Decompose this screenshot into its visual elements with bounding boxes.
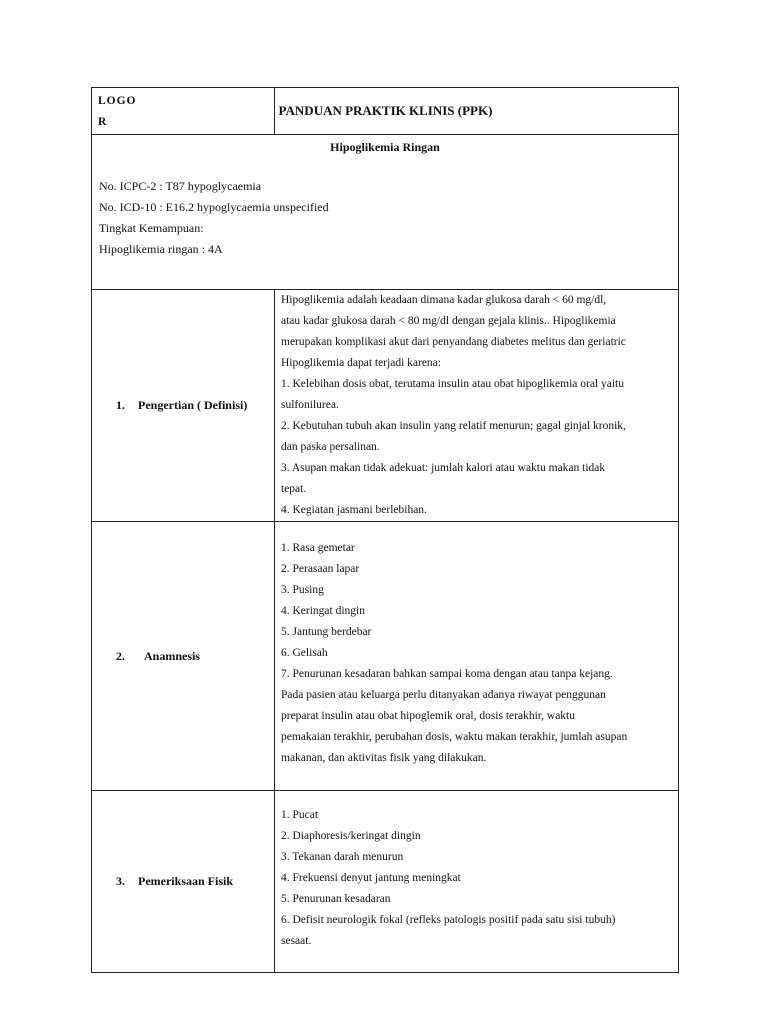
text-line: tepat. — [281, 483, 307, 495]
section-row-anamnesis — [92, 522, 679, 791]
list-item: 5. Jantung berdebar — [281, 626, 372, 638]
section-row-physical-exam — [92, 791, 679, 973]
text-line: sulfonilurea. — [281, 399, 339, 411]
logo-text-line1: LOGO — [98, 95, 137, 107]
list-item: 3. Pusing — [281, 584, 324, 596]
section-body-definition — [275, 290, 679, 522]
list-item: 5. Penurunan kesadaran — [281, 893, 391, 905]
text-line: 1. Kelebihan dosis obat, terutama insulin atau obat hipoglikemia oral yaitu — [281, 378, 625, 390]
info-row — [92, 135, 679, 290]
section-label-cell — [92, 791, 275, 973]
ppk-table — [91, 87, 679, 973]
text-line: 3. Asupan makan tidak adekuat: jumlah kalori atau waktu makan tidak — [281, 462, 606, 474]
section-row-definition — [92, 290, 679, 522]
info-cell — [92, 135, 679, 290]
section-number: 3. — [116, 874, 125, 888]
text-line: preparat insulin atau obat hipoglemik oral, dosis terakhir, waktu — [281, 710, 575, 722]
list-item: 2. Diaphoresis/keringat dingin — [281, 830, 421, 842]
list-item: 4. Frekuensi denyut jantung meningkat — [281, 872, 461, 884]
list-item: 2. Perasaan lapar — [281, 563, 360, 575]
document-title: PANDUAN PRAKTIK KLINIS (PPK) — [184, 88, 588, 135]
text-line: Hipoglikemia dapat terjadi karena: — [281, 357, 441, 369]
text-line: Hipoglikemia adalah keadaan dimana kadar glukosa darah < 60 mg/dl, — [281, 294, 607, 306]
list-item: 3. Tekanan darah menurun — [281, 851, 404, 863]
list-item: 6. Defisit neurologik fokal (refleks patologis positif pada satu sisi tubuh) — [281, 914, 616, 926]
list-item: 1. Rasa gemetar — [281, 542, 355, 554]
competency-heading: Tingkat Kemampuan: — [99, 221, 204, 235]
logo-text-line2: R — [98, 116, 108, 128]
icpc-code: No. ICPC-2 : T87 hypoglycaemia — [99, 179, 262, 193]
list-item: 6. Gelisah — [281, 647, 328, 659]
section-label: Anamnesis — [144, 648, 201, 663]
disease-title: Hipoglikemia Ringan — [330, 140, 440, 154]
section-label-cell — [92, 522, 275, 791]
header-row — [92, 88, 679, 135]
text-line: merupakan komplikasi akut dari penyandang diabetes melitus dan geriatric — [281, 336, 626, 348]
text-line: sesaat. — [281, 935, 312, 947]
list-item: 4. Keringat dingin — [281, 605, 365, 617]
text-line: atau kadar glukosa darah < 80 mg/dl dengan gejala klinis.. Hipoglikemia — [281, 315, 616, 327]
text-line: dan paska persalinan. — [281, 441, 380, 453]
section-body-physical-exam — [275, 791, 679, 973]
list-item: 1. Pucat — [281, 809, 319, 821]
text-line: 2. Kebutuhan tubuh akan insulin yang relatif menurun; gagal ginjal kronik, — [281, 420, 626, 432]
icd-code: No. ICD-10 : E16.2 hypoglycaemia unspecified — [99, 200, 329, 214]
text-line: Pada pasien atau keluarga perlu ditanyakan adanya riwayat penggunan — [281, 689, 606, 701]
section-number: 2. — [116, 648, 125, 663]
section-number: 1. — [116, 398, 125, 412]
competency-level: Hipoglikemia ringan : 4A — [99, 242, 223, 256]
list-item: 7. Penurunan kesadaran bahkan sampai koma dengan atau tanpa kejang. — [281, 668, 613, 680]
section-label: Pemeriksaan Fisik — [138, 874, 233, 888]
section-body-anamnesis — [275, 522, 679, 791]
text-line: 4. Kegiatan jasmani berlebihan. — [281, 504, 427, 516]
text-line: pemakaian terakhir, perubahan dosis, waktu makan terakhir, jumlah asupan — [281, 731, 628, 743]
section-label: Pengertian ( Definisi) — [138, 398, 248, 412]
text-line: makanan, dan aktivitas fisik yang dilakukan. — [281, 752, 487, 764]
section-label-cell — [92, 290, 275, 522]
